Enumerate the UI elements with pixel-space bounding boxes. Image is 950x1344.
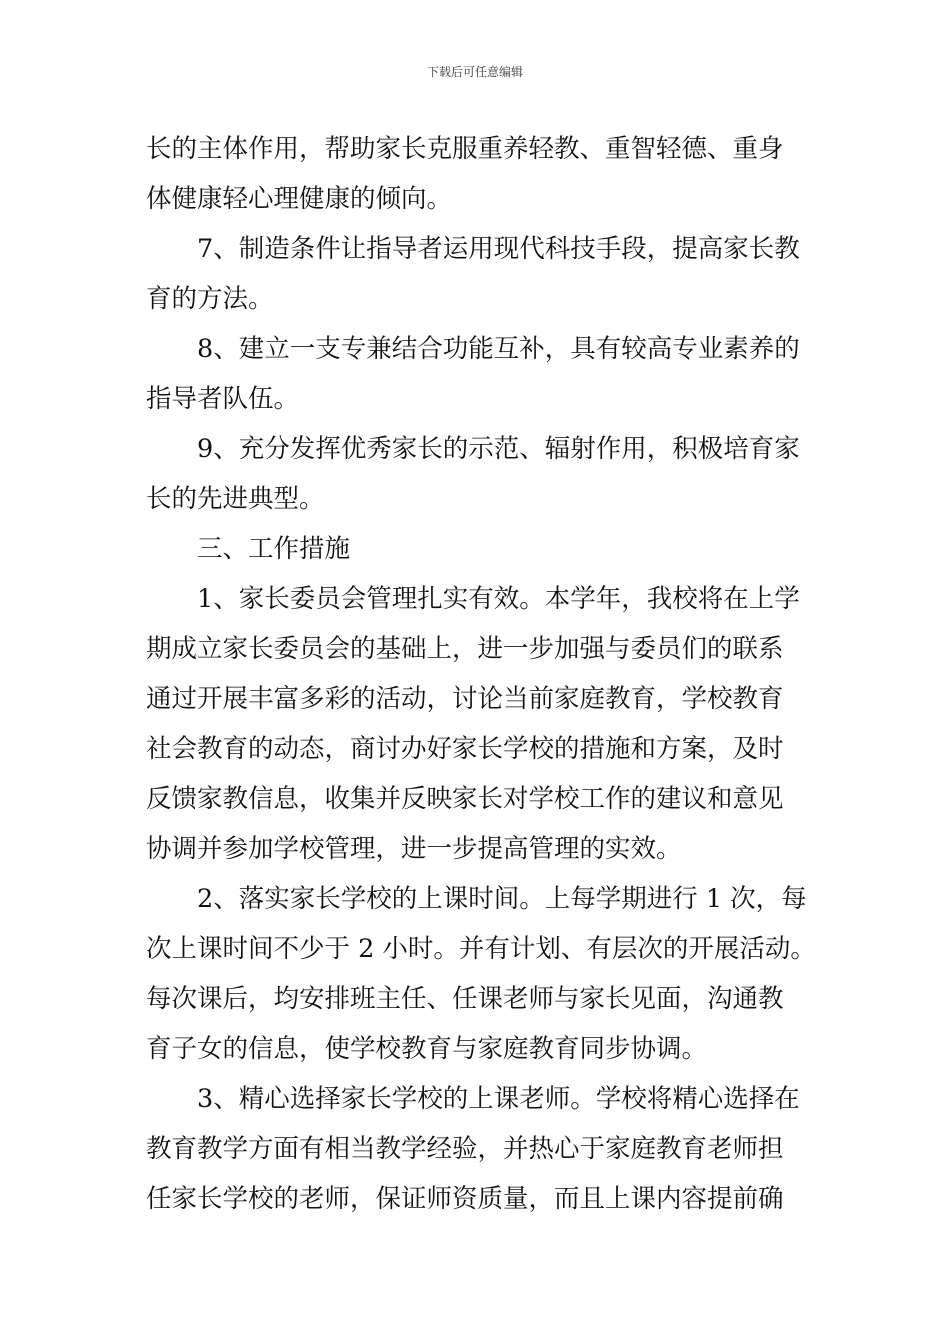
text-line: 通过开展丰富多彩的活动，讨论当前家庭教育，学校教育	[146, 684, 784, 714]
text-line: 1、家长委员会管理扎实有效。本学年，我校将在上学	[197, 584, 800, 614]
text-line: 体健康轻心理健康的倾向。	[146, 184, 453, 214]
section-heading: 三、工作措施	[197, 534, 351, 564]
text-line: 反馈家教信息，收集并反映家长对学校工作的建议和意见	[146, 784, 784, 814]
text-line: 协调并参加学校管理，进一步提高管理的实效。	[146, 834, 682, 864]
text-line: 长的先进典型。	[146, 484, 325, 514]
text-line: 7、制造条件让指导者运用现代科技手段，提高家长教	[197, 234, 800, 264]
text-line: 育的方法。	[146, 284, 274, 314]
text-line: 每次课后，均安排班主任、任课老师与家长见面，沟通教	[146, 984, 784, 1014]
text-line: 期成立家长委员会的基础上，进一步加强与委员们的联系	[146, 634, 784, 664]
text-line: 2、落实家长学校的上课时间。上每学期进行 1 次，每	[197, 884, 807, 914]
text-line: 指导者队伍。	[146, 384, 300, 414]
text-line: 3、精心选择家长学校的上课老师。学校将精心选择在	[197, 1084, 800, 1114]
text-line: 次上课时间不少于 2 小时。并有计划、有层次的开展活动。	[146, 934, 816, 964]
text-line: 育子女的信息，使学校教育与家庭教育同步协调。	[146, 1034, 708, 1064]
text-line: 教育教学方面有相当教学经验，并热心于家庭教育老师担	[146, 1134, 784, 1164]
text-line: 社会教育的动态，商讨办好家长学校的措施和方案，及时	[146, 734, 784, 764]
page-header: 下载后可任意编辑	[426, 65, 523, 79]
text-line: 8、建立一支专兼结合功能互补，具有较高专业素养的	[197, 334, 800, 364]
text-line: 任家长学校的老师，保证师资质量，而且上课内容提前确	[146, 1184, 784, 1214]
text-line: 长的主体作用，帮助家长克服重养轻教、重智轻德、重身	[146, 134, 784, 164]
text-line: 9、充分发挥优秀家长的示范、辐射作用，积极培育家	[197, 434, 800, 464]
